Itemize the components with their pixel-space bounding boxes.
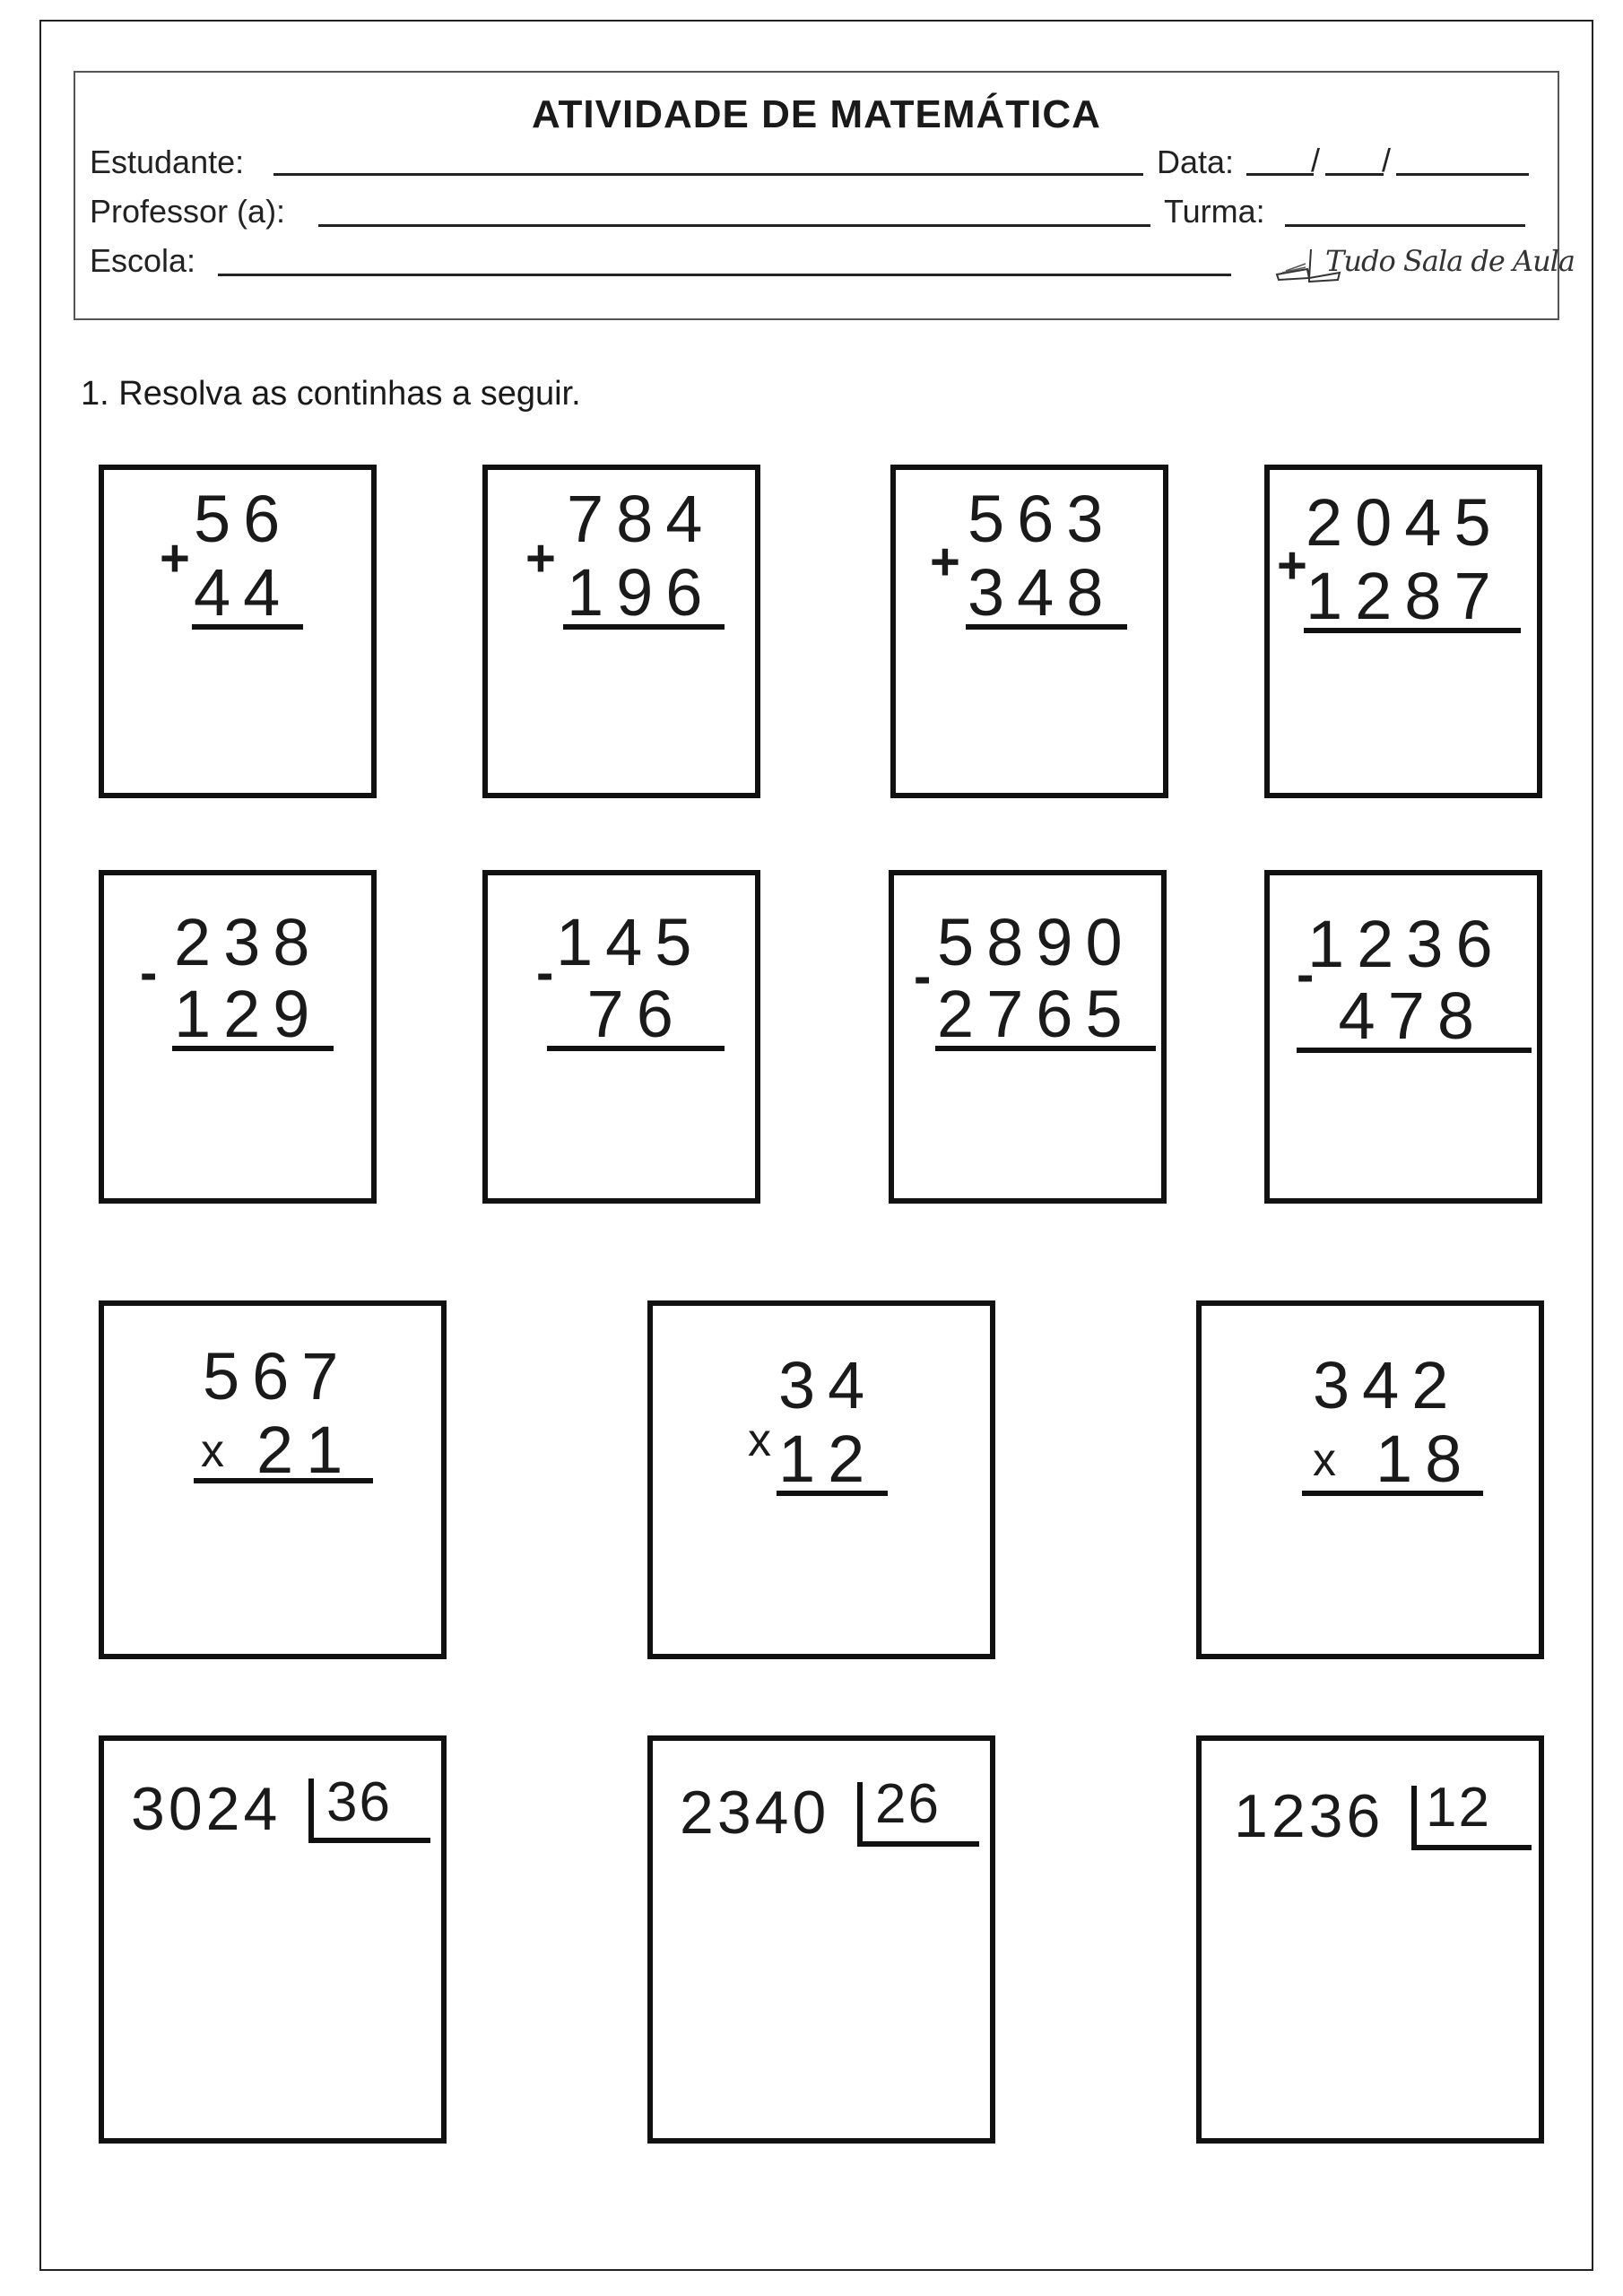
division-problem-box bbox=[1196, 1735, 1544, 2144]
multiplicand: 34 bbox=[778, 1348, 878, 1422]
multiplicand: 342 bbox=[1313, 1348, 1462, 1422]
difference-underline bbox=[935, 1046, 1156, 1051]
difference-underline bbox=[172, 1046, 334, 1051]
difference-underline bbox=[1297, 1048, 1532, 1053]
student-label: Estudante: bbox=[90, 144, 245, 180]
addend-bottom: 348 bbox=[968, 555, 1116, 630]
minuend: 1236 bbox=[1307, 907, 1506, 981]
question-instruction: 1. Resolva as continhas a seguir. bbox=[81, 375, 581, 413]
date-year-field[interactable] bbox=[1396, 173, 1529, 176]
class-field[interactable] bbox=[1285, 224, 1525, 227]
times-sign: x bbox=[201, 1425, 224, 1477]
multiplication-problem-box bbox=[647, 1300, 995, 1659]
date-day-field[interactable] bbox=[1246, 173, 1314, 176]
addition-problem-box bbox=[890, 465, 1168, 798]
addend-bottom: 44 bbox=[194, 555, 293, 630]
subtraction-problem-box bbox=[99, 870, 377, 1204]
difference-underline bbox=[547, 1046, 725, 1051]
sum-underline bbox=[1304, 628, 1521, 633]
minuend: 5890 bbox=[937, 905, 1135, 979]
addend-top: 2045 bbox=[1306, 485, 1504, 560]
subtrahend: 478 bbox=[1307, 978, 1488, 1053]
times-sign: x bbox=[748, 1414, 771, 1466]
addend-bottom: 1287 bbox=[1306, 559, 1504, 633]
dividend: 1236 bbox=[1234, 1782, 1384, 1850]
multiplier: 21 bbox=[256, 1413, 356, 1487]
product-underline bbox=[777, 1491, 888, 1496]
addition-problem-box bbox=[1264, 465, 1542, 798]
plus-sign: + bbox=[160, 529, 190, 587]
multiplier: 18 bbox=[1376, 1422, 1475, 1496]
minuend: 145 bbox=[556, 905, 705, 979]
addition-problem-box bbox=[99, 465, 377, 798]
header-box bbox=[74, 71, 1559, 320]
multiplicand: 567 bbox=[203, 1339, 352, 1413]
school-field[interactable] bbox=[218, 274, 1231, 276]
date-label: Data: bbox=[1157, 144, 1235, 180]
school-label: Escola: bbox=[90, 242, 196, 279]
minuend: 238 bbox=[174, 905, 323, 979]
addition-problem-box bbox=[482, 465, 760, 798]
dividend: 2340 bbox=[680, 1779, 830, 1847]
subtrahend: 129 bbox=[174, 977, 323, 1051]
brand-logo-text: Tudo Sala de Aula bbox=[1325, 244, 1575, 278]
class-label: Turma: bbox=[1164, 193, 1265, 230]
division-problem-box bbox=[99, 1735, 447, 2144]
multiplication-problem-box bbox=[1196, 1300, 1544, 1659]
plus-sign: + bbox=[525, 529, 556, 587]
teacher-label: Professor (a): bbox=[90, 193, 286, 230]
worksheet-title: ATIVIDADE DE MATEMÁTICA bbox=[532, 92, 1101, 136]
divisor: 26 bbox=[875, 1773, 941, 1835]
divisor: 12 bbox=[1426, 1777, 1491, 1839]
subtraction-problem-box bbox=[482, 870, 760, 1204]
addend-bottom: 196 bbox=[567, 555, 716, 630]
addend-top: 563 bbox=[968, 482, 1116, 556]
subtrahend: 76 bbox=[556, 977, 686, 1051]
plus-sign: + bbox=[1277, 536, 1307, 595]
division-problem-box bbox=[647, 1735, 995, 2144]
date-month-field[interactable] bbox=[1325, 173, 1384, 176]
plus-sign: + bbox=[930, 533, 960, 591]
divisor: 36 bbox=[326, 1771, 392, 1833]
teacher-field[interactable] bbox=[318, 224, 1150, 227]
multiplier: 12 bbox=[778, 1422, 878, 1496]
date-separator: / bbox=[1311, 142, 1321, 178]
sum-underline bbox=[966, 624, 1127, 630]
addend-top: 784 bbox=[567, 482, 716, 556]
date-separator: / bbox=[1382, 142, 1392, 178]
minus-sign: - bbox=[140, 944, 158, 1002]
minus-sign: - bbox=[536, 944, 554, 1002]
subtraction-problem-box bbox=[1264, 870, 1542, 1204]
product-underline bbox=[194, 1478, 373, 1483]
sum-underline bbox=[563, 624, 725, 630]
addend-top: 56 bbox=[194, 482, 293, 556]
minus-sign: - bbox=[1297, 945, 1315, 1004]
times-sign: x bbox=[1313, 1434, 1336, 1486]
subtrahend: 2765 bbox=[937, 977, 1135, 1051]
multiplication-problem-box bbox=[99, 1300, 447, 1659]
minus-sign: - bbox=[914, 947, 932, 1005]
student-field[interactable] bbox=[273, 173, 1143, 176]
dividend: 3024 bbox=[131, 1775, 282, 1843]
sum-underline bbox=[192, 624, 303, 630]
subtraction-problem-box bbox=[889, 870, 1167, 1204]
product-underline bbox=[1302, 1491, 1483, 1496]
